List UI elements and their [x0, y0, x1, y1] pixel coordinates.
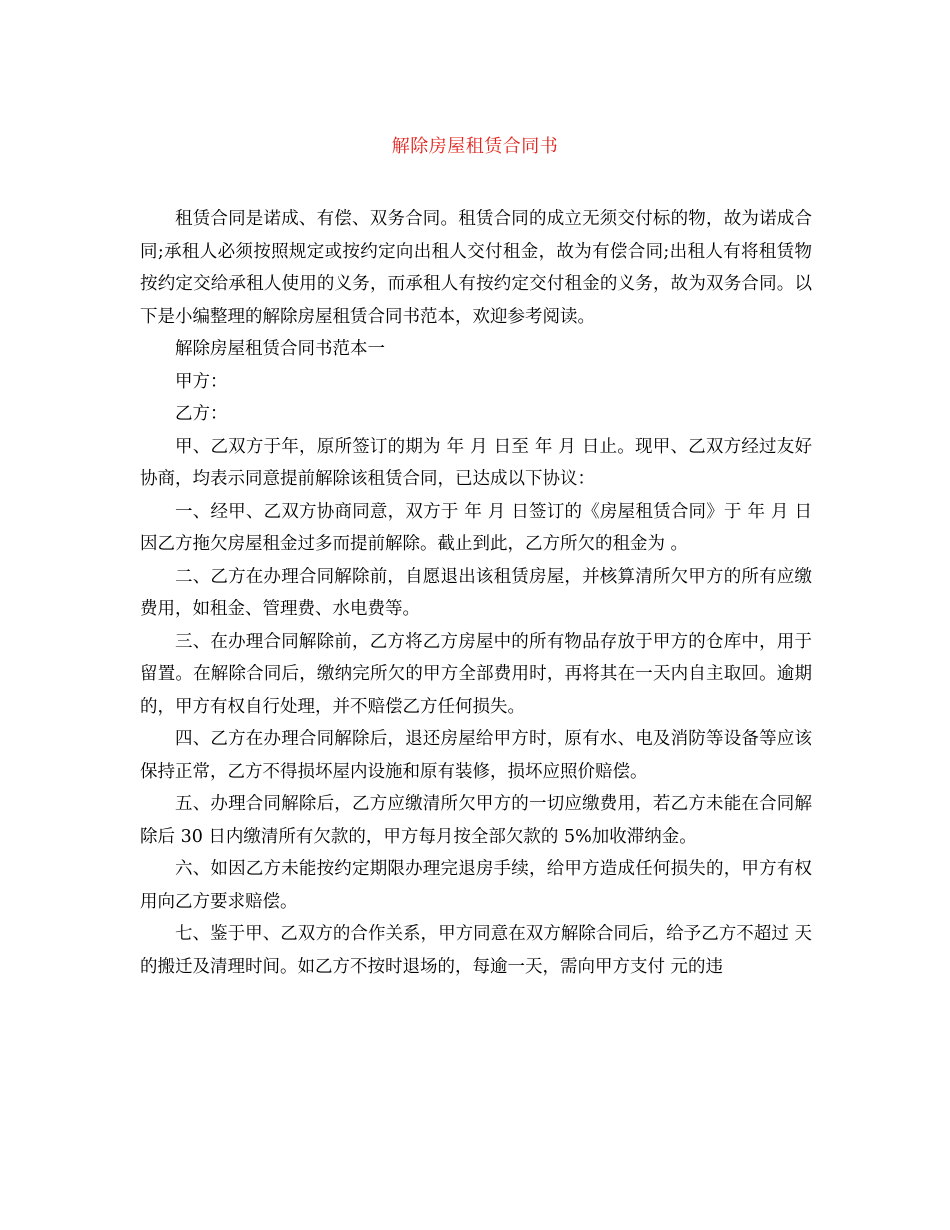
document-body	[140, 203, 812, 983]
paragraph-clause-7: 七、鉴于甲、乙双方的合作关系，甲方同意在双方解除合同后，给予乙方不超过 天的搬迁及清理时间。如乙方不按时退场的，每逾一天，需向甲方支付 元的违	[140, 924, 812, 977]
paragraph-preamble: 甲、乙双方于年，原所签订的期为 年 月 日至 年 月 日止。现甲、乙双方经过友好协商，均表示同意提前解除该租赁合同，已达成以下协议：	[140, 436, 812, 489]
paragraph-intro: 租赁合同是诺成、有偿、双务合同。租赁合同的成立无须交付标的物，故为诺成合同;承租人必须按照规定或按约定向出租人交付租金，故为有偿合同;出租人有将租赁物按约定交给承租人使用的义务，而承租人有按约定交付租金的义务，故为双务合同。以下是小编整理的解除房屋租赁合同书范本，欢迎参考阅读。	[140, 209, 812, 327]
paragraph-clause-4: 四、乙方在办理合同解除后，退还房屋给甲方时，原有水、电及消防等设备等应该保持正常，乙方不得损坏屋内设施和原有装修，损坏应照价赔偿。	[140, 729, 812, 782]
paragraph-template-heading: 解除房屋租赁合同书范本一	[175, 339, 385, 359]
paragraph-clause-2: 二、乙方在办理合同解除前，自愿退出该租赁房屋，并核算清所欠甲方的所有应缴费用，如租金、管理费、水电费等。	[140, 566, 812, 619]
paragraph-party-b: 乙方：	[175, 404, 228, 424]
document-title: 解除房屋租赁合同书	[391, 136, 559, 157]
paragraph-clause-6: 六、如因乙方未能按约定期限办理完退房手续，给甲方造成任何损失的，甲方有权用向乙方要求赔偿。	[140, 859, 812, 912]
paragraph-clause-1: 一、经甲、乙双方协商同意，双方于 年 月 日签订的《房屋租赁合同》于 年 月 日因乙方拖欠房屋租金过多而提前解除。截止到此，乙方所欠的租金为 。	[140, 501, 812, 554]
paragraph-clause-3: 三、在办理合同解除前，乙方将乙方房屋中的所有物品存放于甲方的仓库中，用于留置。在解除合同后，缴纳完所欠的甲方全部费用时，再将其在一天内自主取回。逾期的，甲方有权自行处理，并不赔偿乙方任何损失。	[140, 631, 812, 717]
paragraph-party-a: 甲方：	[175, 371, 228, 392]
paragraph-clause-5: 五、办理合同解除后，乙方应缴清所欠甲方的一切应缴费用，若乙方未能在合同解除后 30 日内缴清所有欠款的，甲方每月按全部欠款的 5%加收滞纳金。	[140, 794, 812, 847]
